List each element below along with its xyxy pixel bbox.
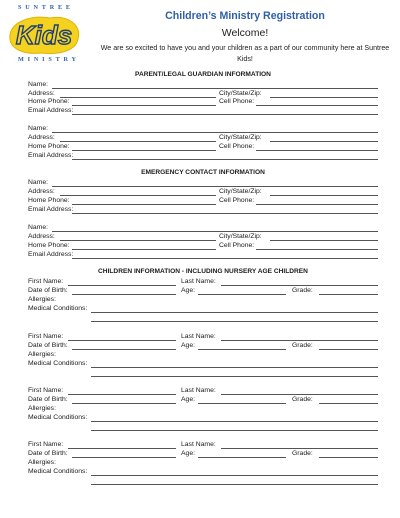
emergency1-email-field[interactable] [72,213,378,214]
grade-label: Grade: [292,450,313,457]
welcome-text: Welcome! [221,27,269,39]
email-label: Email Address: [28,206,74,213]
emergency1-email-row [28,205,378,215]
dob-label: Date of Birth: [28,342,68,349]
cell-phone-label: Cell Phone: [219,242,255,249]
section-heading-children: CHILDREN INFORMATION - INCLUDING NURSERY AGE CHILDREN [98,268,308,275]
parent1-email-field[interactable] [72,114,378,115]
address-label: Address: [28,134,55,141]
logo-top-text: SUNTREE [18,4,74,11]
address-label: Address: [28,90,55,97]
city-state-zip-label: City/State/Zip: [219,134,262,141]
grade-label: Grade: [292,396,313,403]
first-name-label: First Name: [28,387,64,394]
home-phone-label: Home Phone: [28,197,70,204]
intro-text: We are so excited to have you and your children as a part of our community here at Suntree Kids! [100,44,390,63]
age-label: Age: [181,450,195,457]
child1-medical-extra-row [28,313,378,323]
cell-phone-label: Cell Phone: [219,98,255,105]
age-label: Age: [181,342,195,349]
name-label: Name: [28,81,49,88]
logo-kids-graphic [6,13,84,57]
name-label: Name: [28,224,49,231]
email-label: Email Address: [28,152,74,159]
emergency2-email-field[interactable] [72,258,378,259]
name-label: Name: [28,179,49,186]
email-label: Email Address: [28,107,74,114]
medical-label: Medical Conditions: [28,468,88,475]
last-name-label: Last Name: [181,278,216,285]
section-heading-emergency: EMERGENCY CONTACT INFORMATION [141,169,265,176]
section-heading-parent: PARENT/LEGAL GUARDIAN INFORMATION [135,71,271,78]
child4-medical-extra-field[interactable] [91,484,378,485]
suntree-kids-logo [6,4,82,66]
last-name-label: Last Name: [181,333,216,340]
logo-bottom-text: MINISTRY [18,56,80,63]
home-phone-label: Home Phone: [28,143,70,150]
first-name-label: First Name: [28,441,64,448]
parent2-email-row [28,151,378,161]
allergies-label: Allergies: [28,405,56,412]
name-label: Name: [28,125,49,132]
home-phone-label: Home Phone: [28,242,70,249]
grade-label: Grade: [292,342,313,349]
child1-medical-extra-field[interactable] [91,321,378,322]
age-label: Age: [181,396,195,403]
child2-medical-extra-row [28,368,378,378]
dob-label: Date of Birth: [28,450,68,457]
child3-medical-extra-row [28,422,378,432]
medical-label: Medical Conditions: [28,360,88,367]
email-label: Email Address: [28,251,74,258]
child2-medical-extra-field[interactable] [91,376,378,377]
age-label: Age: [181,287,195,294]
dob-label: Date of Birth: [28,396,68,403]
parent1-email-row [28,106,378,116]
cell-phone-label: Cell Phone: [219,197,255,204]
parent2-email-field[interactable] [72,159,378,160]
emergency2-email-row [28,250,378,260]
first-name-label: First Name: [28,278,64,285]
city-state-zip-label: City/State/Zip: [219,188,262,195]
address-label: Address: [28,233,55,240]
form-title: Children’s Ministry Registration [165,10,325,22]
child3-medical-extra-field[interactable] [91,430,378,431]
allergies-label: Allergies: [28,296,56,303]
medical-label: Medical Conditions: [28,414,88,421]
allergies-label: Allergies: [28,351,56,358]
address-label: Address: [28,188,55,195]
last-name-label: Last Name: [181,387,216,394]
grade-label: Grade: [292,287,313,294]
home-phone-label: Home Phone: [28,98,70,105]
dob-label: Date of Birth: [28,287,68,294]
city-state-zip-label: City/State/Zip: [219,90,262,97]
city-state-zip-label: City/State/Zip: [219,233,262,240]
medical-label: Medical Conditions: [28,305,88,312]
logo-main-text: Kids [15,20,73,50]
child4-medical-extra-row [28,476,378,486]
last-name-label: Last Name: [181,441,216,448]
first-name-label: First Name: [28,333,64,340]
cell-phone-label: Cell Phone: [219,143,255,150]
allergies-label: Allergies: [28,459,56,466]
